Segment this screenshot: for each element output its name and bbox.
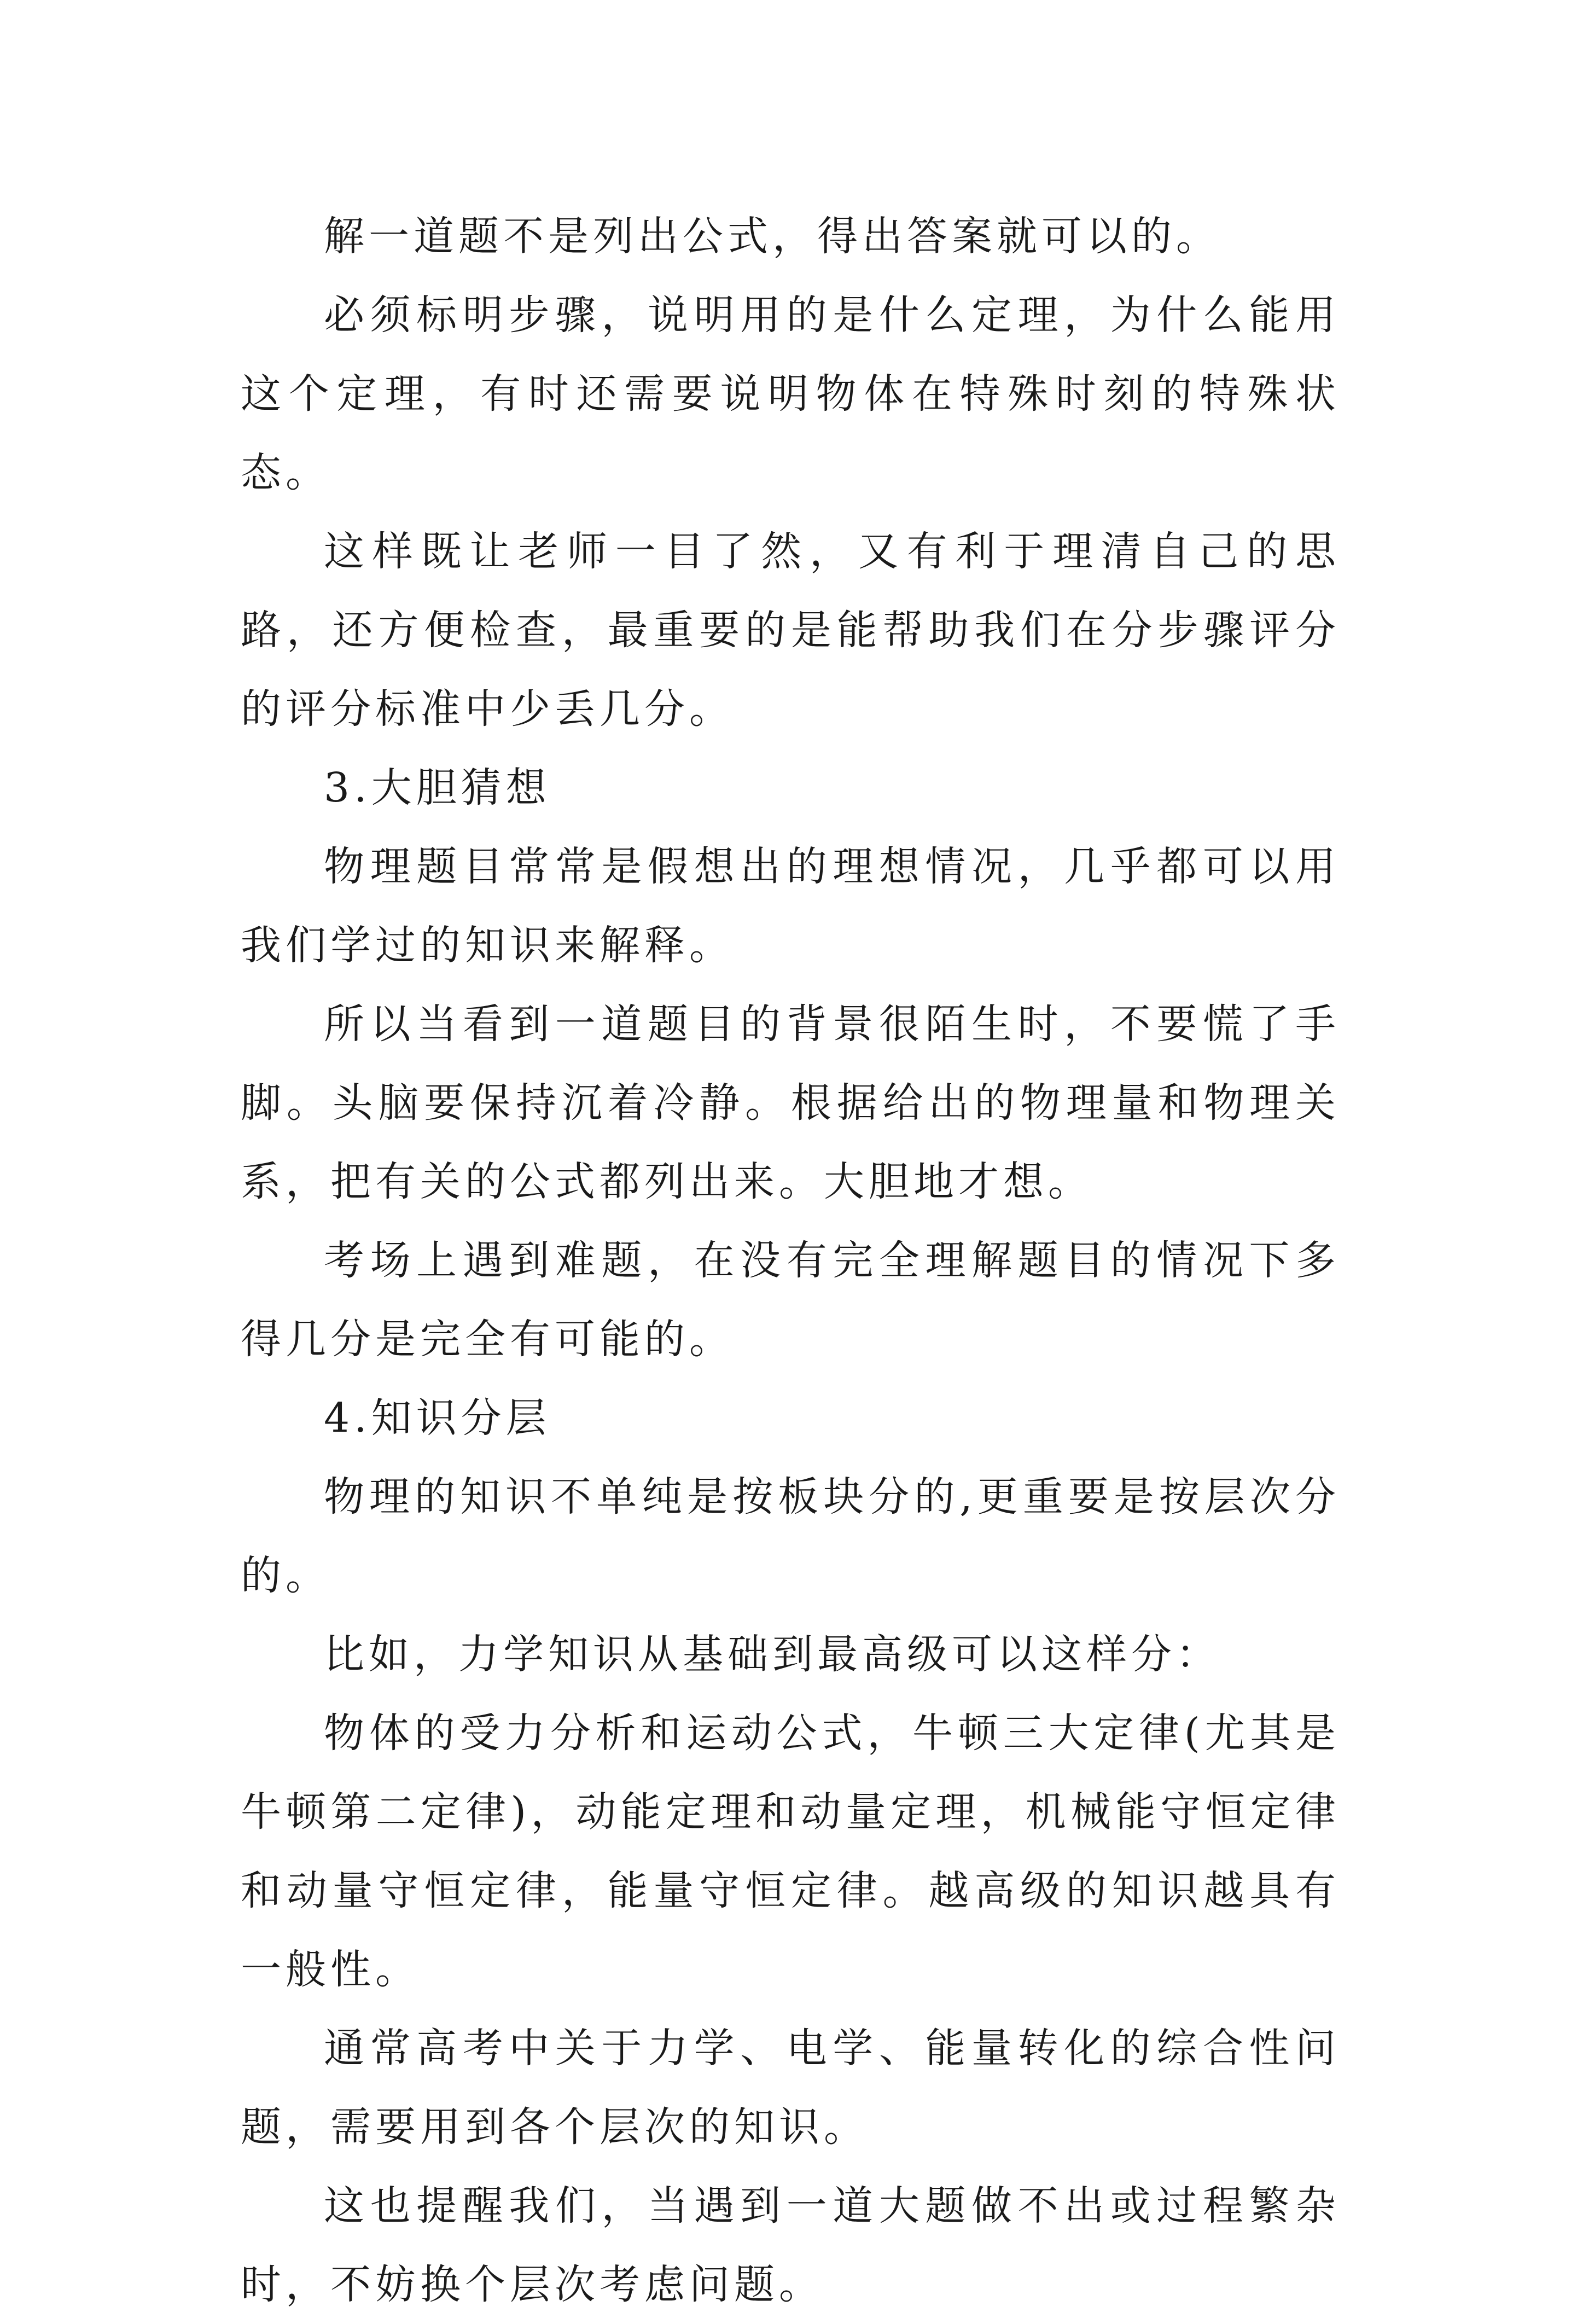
section-heading: 3.大胆猜想: [324, 764, 551, 811]
paragraph: 这样既让老师一目了然，又有利于理清自己的思路，还方便检查，最重要的是能帮助我们在分步骤评分的评分标准中少丢几分。: [241, 528, 1340, 733]
paragraph: 这也提醒我们，当遇到一道大题做不出或过程繁杂时，不妨换个层次考虑问题。: [241, 2182, 1340, 2308]
paragraph: 解一道题不是列出公式，得出答案就可以的。: [324, 213, 1221, 260]
paragraph: 物理题目常常是假想出的理想情况，几乎都可以用我们学过的知识来解释。: [241, 843, 1340, 969]
paragraph: 考场上遇到难题，在没有完全理解题目的情况下多得几分是完全有可能的。: [241, 1237, 1340, 1363]
section-heading: 4.知识分层: [324, 1395, 551, 1442]
paragraph: 通常高考中关于力学、电学、能量转化的综合性问题，需要用到各个层次的知识。: [241, 2025, 1340, 2151]
document-body: [241, 197, 1340, 2324]
paragraph: 比如，力学知识从基础到最高级可以这样分：: [324, 1631, 1221, 1678]
paragraph: 物理的知识不单纯是按板块分的,更重要是按层次分的。: [241, 1473, 1340, 1599]
paragraph: 必须标明步骤，说明用的是什么定理，为什么能用这个定理，有时还需要说明物体在特殊时刻的特殊状态。: [241, 292, 1340, 496]
paragraph: 物体的受力分析和运动公式，牛顿三大定律(尤其是牛顿第二定律)，动能定理和动量定理，机械能守恒定律和动量守恒定律，能量守恒定律。越高级的知识越具有一般性。: [241, 1710, 1340, 1993]
paragraph: 所以当看到一道题目的背景很陌生时，不要慌了手脚。头脑要保持沉着冷静。根据给出的物理量和物理关系，把有关的公式都列出来。大胆地才想。: [241, 1001, 1340, 1205]
